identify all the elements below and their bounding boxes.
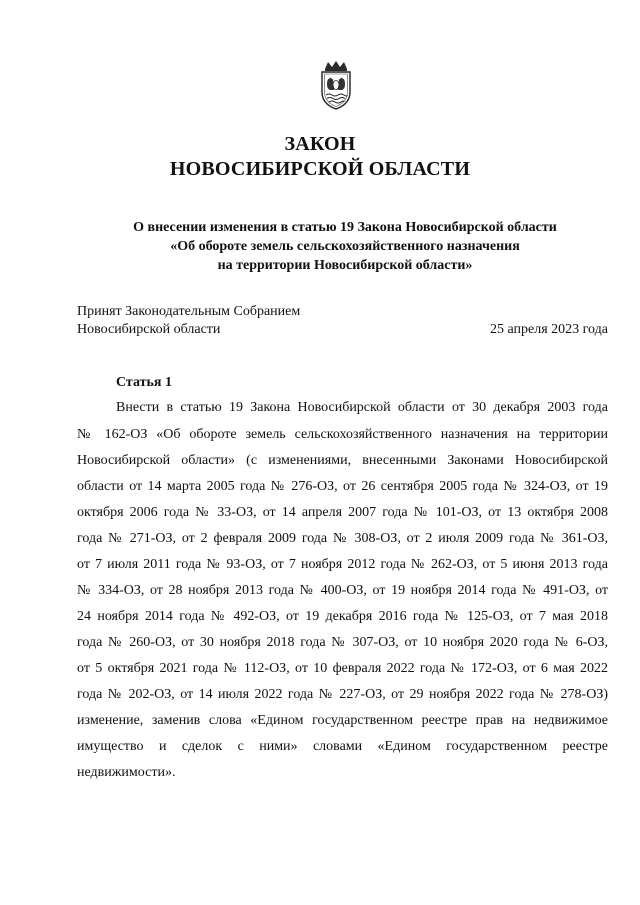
article-text-line: изменение, заменив слова «Едином государственном реестре прав на недвижимое xyxy=(77,713,608,728)
article-text-line: года № 202-ОЗ, от 14 июля 2022 года № 227-ОЗ, от 29 ноября 2022 года № 278-ОЗ) xyxy=(77,687,608,702)
article-text-line: октября 2006 года № 33-ОЗ, от 14 апреля 2007 года № 101-ОЗ, от 13 октября 2008 xyxy=(77,505,608,520)
article-text-line: № 334-ОЗ, от 28 ноября 2013 года № 400-ОЗ, от 19 ноября 2014 года № 491-ОЗ, от xyxy=(77,583,608,598)
law-subject-line-2: «Об обороте земель сельскохозяйственного назначения xyxy=(170,239,520,254)
article-text-line: № 162-ОЗ «Об обороте земель сельскохозяйственного назначения на территории xyxy=(77,427,608,442)
article-text-line: области от 14 марта 2005 года № 276-ОЗ, от 26 сентября 2005 года № 324-ОЗ, от 19 xyxy=(77,479,608,494)
article-text-line: недвижимости». xyxy=(77,765,176,780)
law-region-title: НОВОСИБИРСКОЙ ОБЛАСТИ xyxy=(169,158,471,180)
adoption-body-line-1: Принят Законодательным Собранием xyxy=(77,304,301,319)
article-text-line: имущество и сделок с ними» словами «Едином государственном реестре xyxy=(77,739,608,754)
article-text-line: года № 260-ОЗ, от 30 ноября 2018 года № 307-ОЗ, от 10 ноября 2020 года № 6-ОЗ, xyxy=(77,635,608,650)
adoption-body-line-2: Новосибирской области xyxy=(77,322,221,337)
article-text-line: от 7 июля 2011 года № 93-ОЗ, от 7 ноября 2012 года № 262-ОЗ, от 5 июня 2013 года xyxy=(77,557,608,572)
article-text-line: от 5 октября 2021 года № 112-ОЗ, от 10 февраля 2022 года № 172-ОЗ, от 6 мая 2022 xyxy=(77,661,608,676)
law-subject-line-1: О внесении изменения в статью 19 Закона Новосибирской области xyxy=(133,220,557,235)
coat-of-arms-icon xyxy=(317,60,355,110)
law-subject-line-3: на территории Новосибирской области» xyxy=(217,258,473,273)
article-text-line: Новосибирской области» (с изменениями, внесенными Законами Новосибирской xyxy=(77,453,608,468)
law-title: ЗАКОН xyxy=(284,133,356,155)
adoption-date: 25 апреля 2023 года xyxy=(490,322,608,337)
article-text-line: Внести в статью 19 Закона Новосибирской области от 30 декабря 2003 года xyxy=(116,400,608,415)
article-text-line: года № 271-ОЗ, от 2 февраля 2009 года № 308-ОЗ, от 2 июля 2009 года № 361-ОЗ, xyxy=(77,531,608,546)
article-heading: Статья 1 xyxy=(116,375,172,390)
article-text-line: 24 ноября 2014 года № 492-ОЗ, от 19 декабря 2016 года № 125-ОЗ, от 7 мая 2018 xyxy=(77,609,608,624)
